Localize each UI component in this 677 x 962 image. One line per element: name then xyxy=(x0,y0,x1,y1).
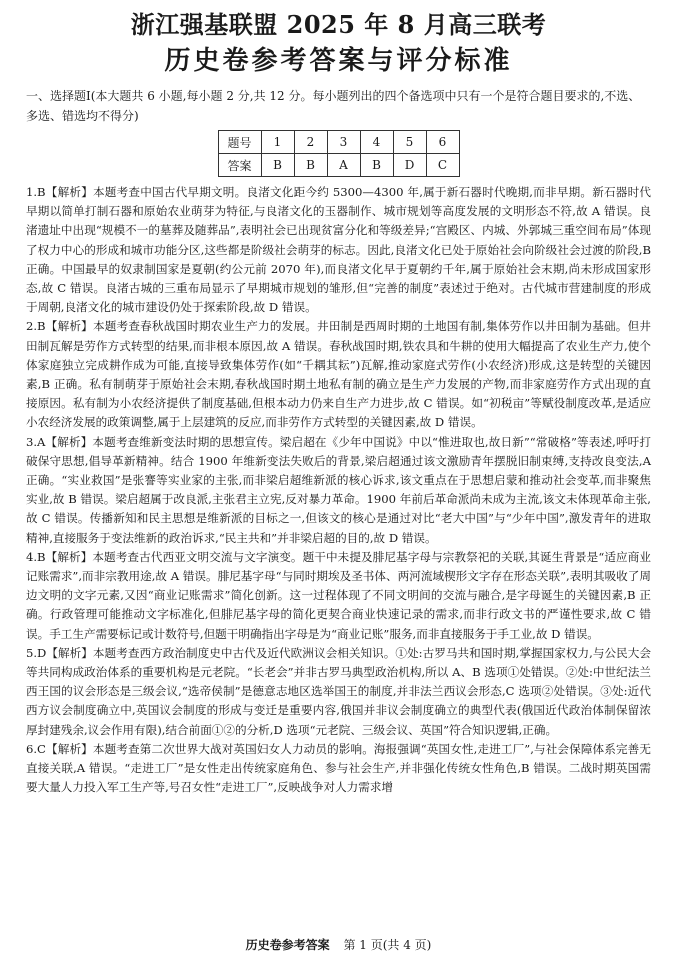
question-row-label: 题号 xyxy=(218,131,261,154)
explanation-item: 2.B【解析】本题考查春秋战国时期农业生产力的发展。井田制是西周时期的土地国有制,集体劳作以井田制为基础。但井田制瓦解是劳作方式转型的结果,而非根本原因,故 A 错误。春秋战国时期,铁农具和牛耕的使用大幅提高了农业生产力,使个体家庭独立完成耕作成为可能,直接导致集体劳作(如“千耦其耘”)瓦解,推动家庭式劳作(小农经济)形成,这是转型的关键因素,B 正确。私有制萌芽于原始社会末期,春秋战国时期土地私有制的确立是生产力发展的产物,而非家庭劳作方式出现的直接原因。私有制为小农经济提供了制度基础,但根本动力仍来自生产力进步,故 C 错误。如“初税亩”等赋役制度改革,是适应小农经济发展的政策调整,属于上层建筑的反应,而非劳作方式转型的关键因素,故 D 错误。 xyxy=(26,319,651,430)
answer-row-label: 答案 xyxy=(218,154,261,177)
explanation-item: 4.B【解析】本题考查古代西亚文明交流与文字演变。题干中未提及腓尼基字母与宗教祭祀的关联,其诞生背景是“适应商业记账需求”,而非宗教用途,故 A 错误。腓尼基字母“与同时期埃及圣书体、两河流域楔形文字存在形态关联”,表明其吸收了周边文明的文字元素,又因“商业记账需求”简化创新。这一过程体现了不同文明间的交流与融合,是字母诞生的关键因素,B 正确。行政管理可能推动文字标准化,但腓尼基字母的简化更契合商业快速记录的需求,而非行政文书的严谨性要求,故 C 错误。手工生产需要标记或计数符号,但题干明确指出字母是为“商业记账”服务,而非直接服务于手工业,故 D 错误。 xyxy=(26,549,651,641)
question-number: 2 xyxy=(294,131,327,154)
answer-table-question-row xyxy=(218,131,459,154)
answer-cell: C xyxy=(426,154,459,177)
answer-table xyxy=(218,130,460,177)
answer-cell: B xyxy=(360,154,393,177)
page-footer xyxy=(0,936,677,953)
question-number: 6 xyxy=(426,131,459,154)
exam-title: 浙江强基联盟 2025 年 8 月高三联考 xyxy=(130,10,547,39)
answer-cell: A xyxy=(327,154,360,177)
document-title: 历史卷参考答案与评分标准 xyxy=(164,46,513,76)
footer-subject: 历史卷参考答案 xyxy=(245,938,330,952)
explanation-item: 1.B【解析】本题考查中国古代早期文明。良渚文化距今约 5300—4300 年,属于新石器时代晚期,而非早期。新石器时代早期以简单打制石器和原始农业萌芽为特征,与良渚文化的玉器制作、城市规划等高度发展的文明形态不符,故 A 错误。良渚遗址中出现“规模不一的墓葬及随葬品”,表明社会已出现贫富分化和等级差异;“宫殿区、内城、外郭城三重空间布局”体现了权力中心的形成和城市功能分区,这些都是阶级社会萌芽的标志。因此,良渚文化已处于原始社会向阶级社会过渡的阶段,B 正确。中国最早的奴隶制国家是夏朝(约公元前 2070 年),而良渚文化早于夏朝约千年,属于原始社会末期,尚未形成国家形态,故 C 错误。良渚古城的三重布局显示了早期城市规划的雏形,但“完善的制度”表述过于绝对。古代城市营建制度的形成于周朝,良渚文化的城市建设仍处于探索阶段,故 D 错误。 xyxy=(26,185,651,315)
explanation-item: 3.A【解析】本题考查维新变法时期的思想宣传。梁启超在《少年中国说》中以“惟进取也,故日新”“常破格”等表述,呼吁打破保守思想,倡导革新精神。结合 1900 年维新变法失败后的背景,梁启超通过该文激励青年摆脱旧制束缚,支持改良变法,A 正确。“实业救国”是张謇等实业家的主张,而非梁启超维新派的核心诉求,该文重点在于思想启蒙和推动社会变革,而非聚焦实业,故 B 错误。梁启超属于改良派,主张君主立宪,反对暴力革命。1900 年前后革命派尚未成为主流,该文未体现革命主张,故 C 错误。传播新知和民主思想是维新派的目标之一,但该文的核心是通过对比“老大中国”与“少年中国”,激发青年的进取精神,直接服务于变法维新的政治诉求,“民主共和”并非梁启超的目的,故 D 错误。 xyxy=(26,434,651,545)
answer-cell: D xyxy=(393,154,426,177)
explanation-item: 6.C【解析】本题考查第二次世界大战对英国妇女人力动员的影响。海报强调“英国女性,走进工厂”,与社会保障体系完善无直接关联,A 错误。“走进工厂”是女性走出传统家庭角色、参与社会生产,并非强化传统女性角色,B 错误。二战时期英国需要大量人力投入军工生产等,号召女性“走进工厂”,反映战争对人力需求增 xyxy=(26,741,651,795)
question-number: 1 xyxy=(261,131,294,154)
question-number: 5 xyxy=(393,131,426,154)
answer-cell: B xyxy=(294,154,327,177)
question-number: 4 xyxy=(360,131,393,154)
answer-cell: B xyxy=(261,154,294,177)
question-number: 3 xyxy=(327,131,360,154)
answer-table-answer-row xyxy=(218,154,459,177)
footer-page-number: 第 1 页(共 4 页) xyxy=(343,938,432,952)
section-intro: 一、选择题Ⅰ(本大题共 6 小题,每小题 2 分,共 12 分。每小题列出的四个备选项中只有一个是符合题目要求的,不选、多选、错选均不得分) xyxy=(26,89,641,123)
explanation-item: 5.D【解析】本题考查西方政治制度史中古代及近代欧洲议会相关知识。①处:古罗马共和国时期,掌握国家权力,与公民大会等共同构成政治体系的重要机构是元老院。“长老会”并非古罗马典型政治机构,所以 A、B 选项①处错误。②处:中世纪法兰西王国的议会形态是三级会议,“选帝侯制”是德意志地区选举国王的制度,并非法兰西议会形态,C 选项②处错误。③处:近代西方议会制度确立中,英国议会制度的形成与变迁是重要内容,俄国并非议会制度确立的典型代表(俄国近代政治体制保留浓厚封建残余,议会作用有限),结合前面①②的分析,D 选项“元老院、三级会议、英国”符合知识逻辑,正确。 xyxy=(26,645,651,737)
